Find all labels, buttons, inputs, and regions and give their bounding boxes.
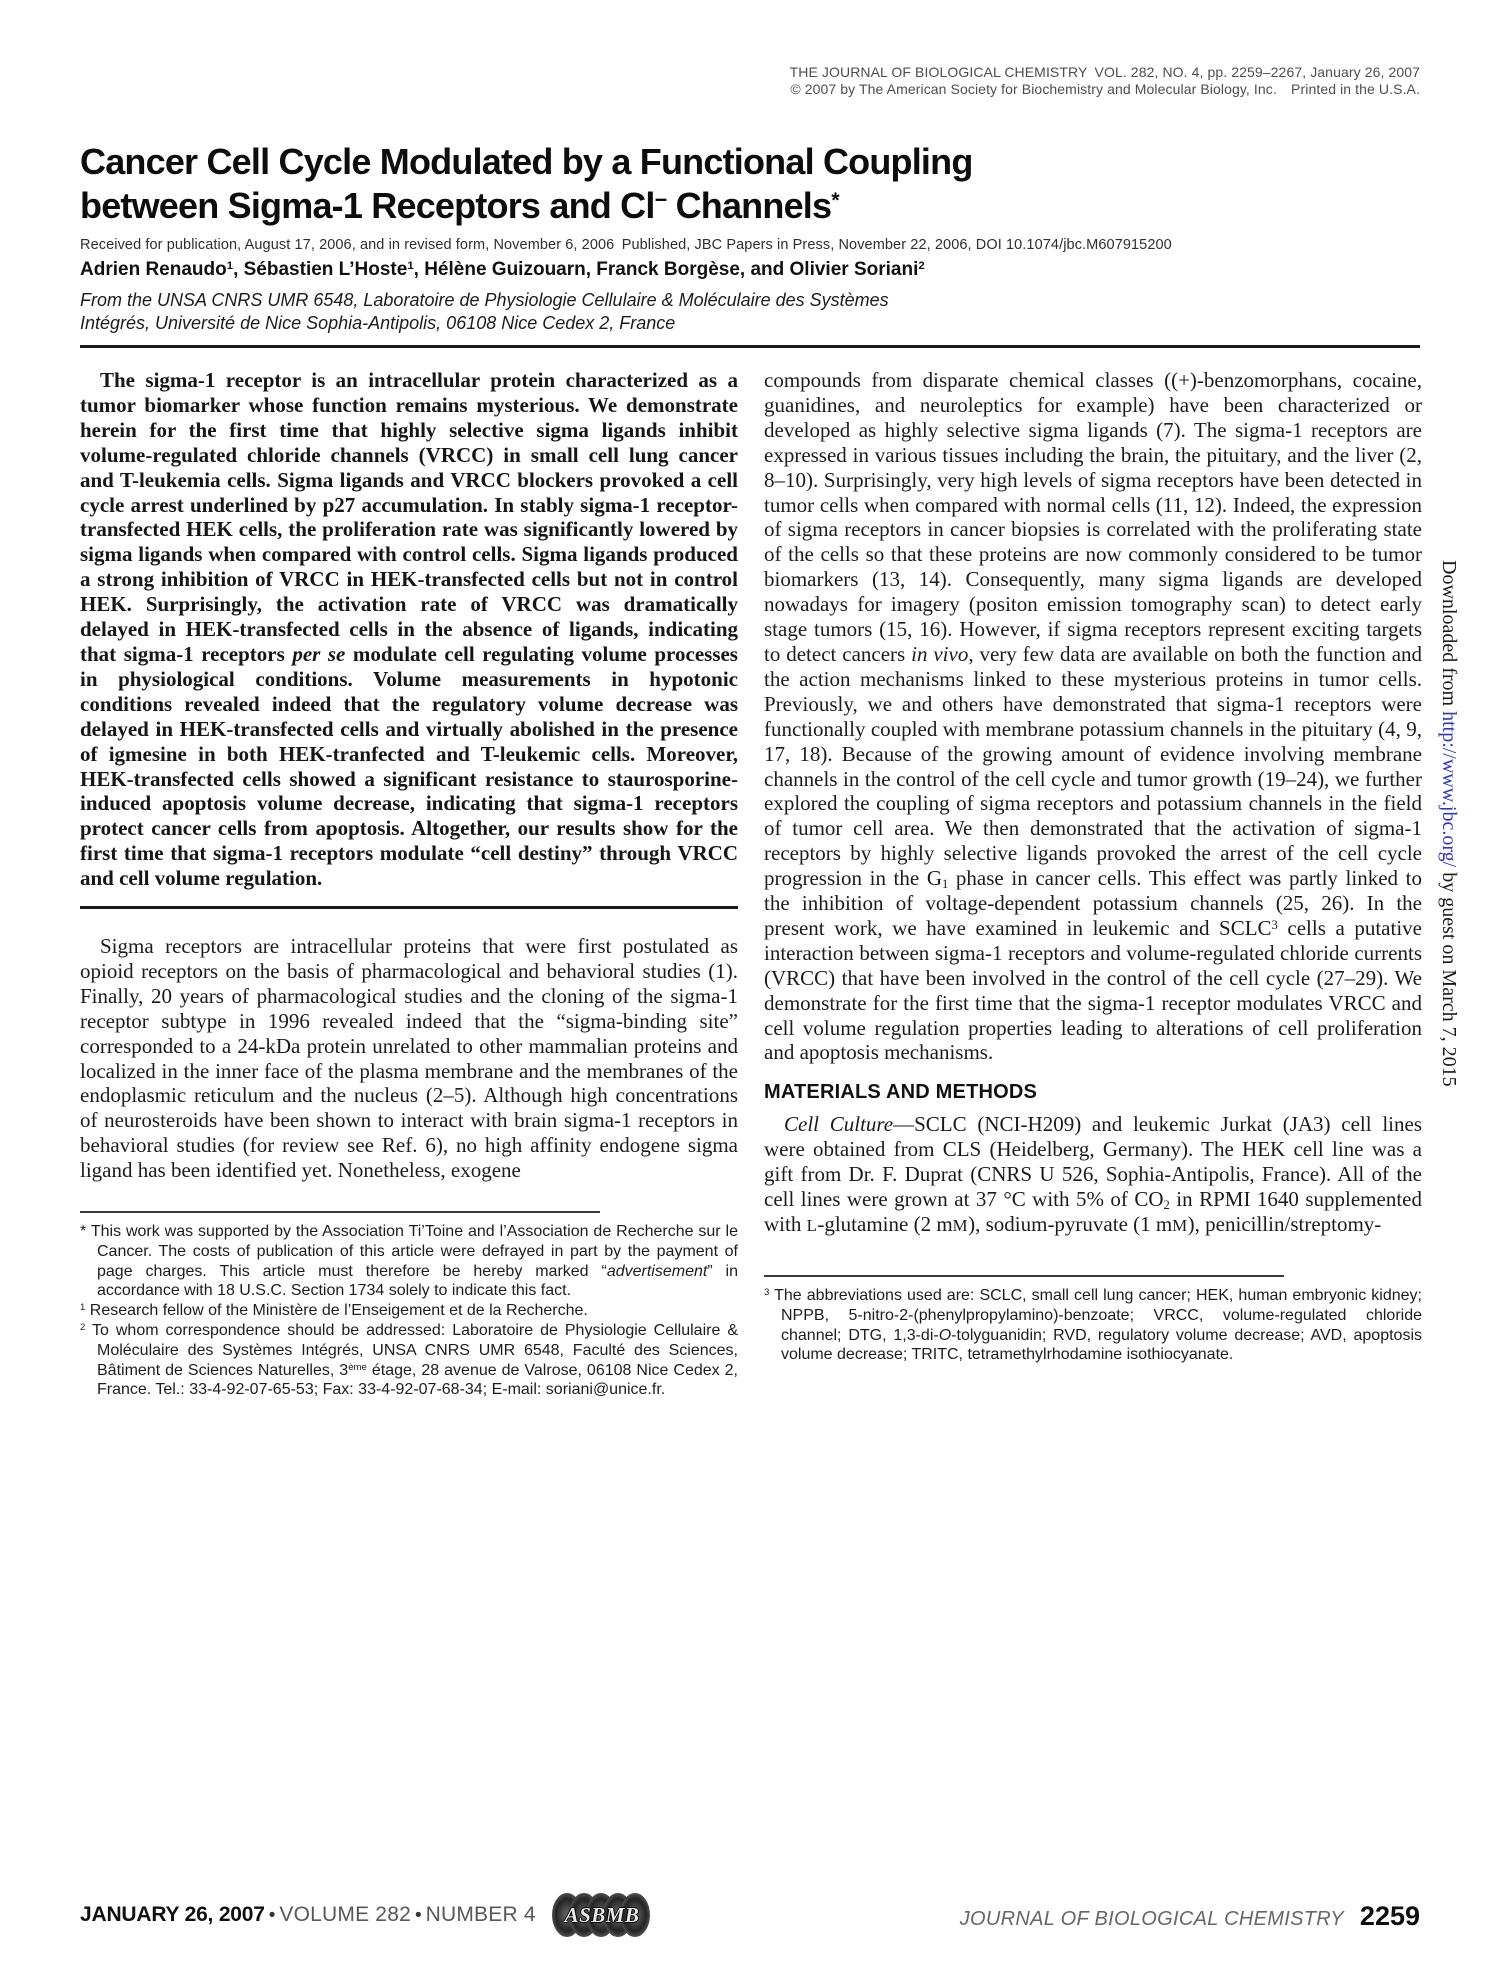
title-divider-rule: [80, 345, 1420, 348]
footnote-divider-right: [764, 1275, 1284, 1277]
footer-bullet: •: [268, 1905, 276, 1926]
footer-journal-info: [960, 1901, 1420, 1932]
continuation-paragraph: compounds from disparate chemical classes ((+)-benzomorphans, cocaine, guanidines, and neuroleptics for example) have been characterized or developed as highly selective sigma ligands (7). The sigma-1 receptors are expressed in various tissues including the brain, the pituitary, and the liver (2, 8–10). Surprisingly, very high levels of sigma receptors have been detected in tumor cells when compared with normal cells (11, 12). Indeed, the expression of sigma receptors in cancer biopsies is correlated with the proliferating state of the cells so that these proteins are now commonly considered to be tumor biomarkers (13, 14). Consequently, many sigma ligands are developed nowadays for imagery (positon emission tomography scan) to detect early stage tumors (15, 16). However, if sigma receptors represent exciting targets to detect cancers in vivo, very few data are available on both the function and the action mechanisms linked to these mysterious proteins in tumor cells. Previously, we and others have demonstrated that sigma-1 receptors were functionally coupled with membrane potassium channels in the pituitary (4, 9, 17, 18). Because of the growing amount of evidence involving membrane channels in the control of the cell cycle and tumor growth (19–24), we further explored the coupling of sigma receptors and potassium channels in the field of tumor cell area. We then demonstrated that the activation of sigma-1 receptors by highly selective ligands provoked the arrest of the cell cycle progression in the G1 phase in cancer cells. This effect was partly linked to the inhibition of voltage-dependent potassium channels (25, 26). In the present work, we have examined in leukemic and SCLC$^3$ cells a putative interaction between sigma-1 receptors and volume-regulated chloride currents (VRCC) that have been involved in the control of the cell cycle (27–29). We demonstrate for the first time that the sigma-1 receptor modulates VRCC and cell volume regulation properties leading to alterations of cell proliferation and apoptosis mechanisms.: [764, 368, 1423, 1065]
title-line1: Cancer Cell Cycle Modulated by a Functional Coupling: [80, 141, 973, 182]
abstract-paragraph: The sigma-1 receptor is an intracellular protein characterized as a tumor biomarker whose function remains mysterious. We demonstrate herein for the first time that highly selective sigma ligands inhibit volume-regulated chloride channels (VRCC) in small cell lung cancer and T-leukemia cells. Sigma ligands and VRCC blockers provoked a cell cycle arrest underlined by p27 accumulation. In stably sigma-1 receptor-transfected HEK cells, the proliferation rate was significantly lowered by sigma ligands when compared with control cells. Sigma ligands produced a strong inhibition of VRCC in HEK-transfected cells but not in control HEK. Surprisingly, the activation rate of VRCC was dramatically delayed in HEK-transfected cells in the absence of ligands, indicating that sigma-1 receptors per se modulate cell regulating volume processes in physiological conditions. Volume measurements in hypotonic conditions revealed indeed that the regulatory volume decrease was delayed in HEK-transfected cells and virtually abolished in the presence of igmesine in both HEK-tranfected and T-leukemic cells. Moreover, HEK-transfected cells showed a significant resistance to staurosporine-induced apoptosis volume decrease, indicating that sigma-1 receptors protect cancer cells from apoptosis. Altogether, our results show for the first time that sigma-1 receptors modulate “cell destiny” through VRCC and cell volume regulation.: [80, 368, 738, 891]
footnote-2: $^2$ To whom correspondence should be addressed: Laboratoire de Physiologie Cellulaire & Moléculaire des Systèmes Intégrés, UNSA CNRS UMR 6548, Faculté des Sciences, Bâtiment de Sciences Naturelles, 3ème étage, 28 avenue de Valrose, 06108 Nice Cedex 2, France. Tel.: 33-4-92-07-65-53; Fax: 33-4-92-07-68-34; E-mail: soriani@unice.fr.: [80, 1322, 739, 1399]
intro-paragraph: Sigma receptors are intracellular proteins that were first postulated as opioid receptors on the basis of pharmacological and behavioral studies (1). Finally, 20 years of pharmacological studies and the cloning of the sigma-1 receptor subtype in 1996 revealed indeed that the “sigma-binding site” corresponded to a 24-kDa protein unrelated to other mammalian proteins and localized in the inner face of the plasma membrane and the membranes of the endoplasmic reticulum and the nucleus (2–5). Although high concentrations of neurosteroids have been shown to interact with brain sigma-1 receptors in behavioral studies (for review see Ref. 6), no high affinity endogene sigma ligand has been identified yet. Nonetheless, exogene: [80, 934, 738, 1183]
masthead: [790, 64, 1420, 98]
download-notice: [1437, 560, 1460, 1087]
cell-culture-paragraph: Cell Culture—SCLC (NCI-H209) and leukemic Jurkat (JA3) cell lines were obtained from CLS (Heidelberg, Germany). The HEK cell line was a gift from Dr. F. Duprat (CNRS U 526, Sophia-Antipolis, France). All of the cell lines were grown at 37 °C with 5% of CO2 in RPMI 1640 supplemented with L-glutamine (2 mM), sodium-pyruvate (1 mM), penicillin/streptomy-: [764, 1112, 1422, 1236]
received-line: Received for publication, August 17, 2006, and in revised form, November 6, 2006 Published, JBC Papers in Press, November 22, 2006, DOI 10.1074/jbc.M607915200: [80, 237, 1172, 253]
abstract-divider-rule: [80, 906, 738, 909]
footer-number: NUMBER 4: [425, 1903, 536, 1926]
title-line2: between Sigma-1 Receptors and Cl− Channels*: [80, 185, 839, 226]
masthead-line2: © 2007 by The American Society for Biochemistry and Molecular Biology, Inc. Printed in the U.S.A.: [790, 81, 1420, 97]
materials-methods-heading: MATERIALS AND METHODS: [764, 1081, 1038, 1104]
affiliation-line: From the UNSA CNRS UMR 6548, Laboratoire de Physiologie Cellulaire & Moléculaire des Systèmes Intégrés, Université de Nice Sophia-Antipolis, 06108 Nice Cedex 2, France: [80, 290, 889, 333]
masthead-line1: THE JOURNAL OF BIOLOGICAL CHEMISTRY VOL. 282, NO. 4, pp. 2259–2267, January 26, 2007: [789, 64, 1420, 80]
download-notice-suffix: by guest on March 7, 2015: [1438, 867, 1460, 1087]
footnote-3: $^3$ The abbreviations used are: SCLC, small cell lung cancer; HEK, human embryonic kidney; NPPB, 5-nitro-2-(phenylpropylamino)-benzoate; VRCC, volume-regulated chloride channel; DTG, 1,3-di-O-tolyguanidin; RVD, regulatory volume decrease; AVD, apoptosis volume decrease; TRITC, tetramethylrhodamine isothiocyanate.: [764, 1286, 1422, 1364]
download-notice-prefix: Downloaded from: [1438, 560, 1460, 712]
footnotes-left: [80, 1211, 738, 1400]
footnote-divider-left: [80, 1211, 600, 1213]
asbmb-logo: [552, 1892, 652, 1938]
jbc-url-link[interactable]: http://www.jbc.org/: [1438, 711, 1460, 868]
footer-issue-info: [80, 1903, 536, 1927]
authors-line: Adrien Renaudo$^1$, Sébastien L’Hoste$^1$, Hélène Guizouarn, Franck Borgèse, and Olivier Soriani$^2$: [80, 259, 925, 280]
asbmb-logo-text: ASBMB: [564, 1903, 640, 1927]
footer-bullet: •: [414, 1905, 422, 1926]
left-column: [80, 368, 738, 1400]
footer-date: JANUARY 26, 2007: [80, 1903, 265, 1926]
article-title: [80, 140, 1420, 228]
footer-journal-name: JOURNAL OF BIOLOGICAL CHEMISTRY: [959, 1908, 1344, 1930]
footnotes-right: [764, 1275, 1422, 1365]
page-number: 2259: [1359, 1901, 1420, 1931]
footer-volume: VOLUME 282: [279, 1903, 411, 1926]
footnote-1: $^1$ Research fellow of the Ministère de l’Enseigement et de la Recherche.: [80, 1302, 588, 1320]
right-column: [764, 368, 1422, 1365]
footnote-support: * This work was supported by the Association Ti’Toine and l’Association de Recherche sur le Cancer. The costs of publication of this article were defrayed in part by the payment of page charges. This article must therefore be hereby marked “advertisement” in accordance with 18 U.S.C. Section 1734 solely to indicate this fact.: [80, 1223, 738, 1300]
